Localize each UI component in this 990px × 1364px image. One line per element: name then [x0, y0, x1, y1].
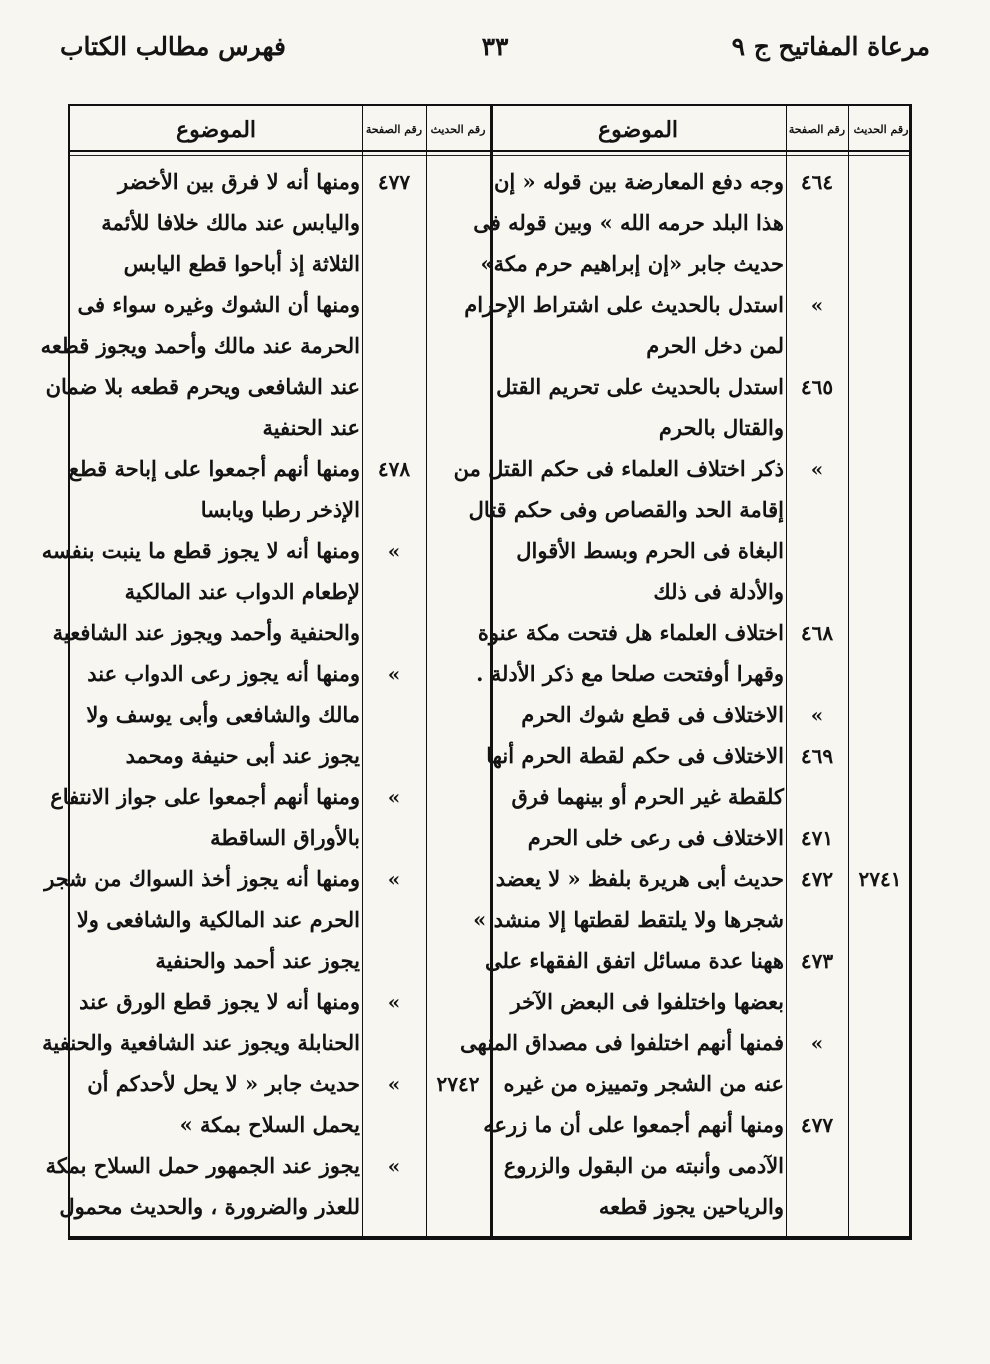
- topic-line: ومنها أنه لا يجوز قطع الورق عند: [79, 989, 360, 1014]
- left-topic-column: [40, 162, 360, 1222]
- page-ref: ٤٦٩: [800, 744, 834, 768]
- topic-line: استدل بالحديث على اشتراط الإحرام: [464, 292, 784, 317]
- topic-line: واليابس عند مالك خلافا للأئمة: [101, 210, 360, 235]
- page-ref: »: [387, 1072, 401, 1096]
- topic-line: الإذخر رطبا ويابسا: [200, 497, 360, 522]
- page-ref: ٤٧٢: [800, 867, 834, 891]
- topic-line: ومنها أنه يجوز أخذ السواك من شجر: [44, 866, 360, 891]
- topic-line: بالأوراق الساقطة: [210, 825, 360, 850]
- topic-line: ومنها أنهم أجمعوا على أن ما زرعه: [483, 1112, 784, 1137]
- topic-line: ومنها أنه يجوز رعى الدواب عند: [87, 661, 360, 686]
- topic-line: ومنها أنه لا فرق بين الأخضر: [118, 169, 360, 194]
- hadith-ref: ٢٧٤٢: [436, 1072, 480, 1096]
- topic-line: والقتال بالحرم: [658, 415, 784, 440]
- page-ref: »: [810, 703, 824, 727]
- header-hadith-right: رقم الحديث: [853, 123, 909, 136]
- page-ref: »: [387, 785, 401, 809]
- page-ref: ٤٧١: [800, 826, 834, 850]
- topic-line: هذا البلد حرمه الله » وبين قوله فى: [473, 210, 784, 235]
- section-title: فهرس مطالب الكتاب: [60, 32, 286, 61]
- topic-line: ومنها أنهم أجمعوا على إباحة قطع: [68, 456, 360, 481]
- topic-line: يجوز عند أحمد والحنفية: [155, 948, 360, 973]
- right-page-column: [786, 162, 848, 1222]
- topic-line: الاختلاف فى قطع شوك الحرم: [521, 702, 784, 727]
- topic-line: الحرم عند المالكية والشافعى ولا: [76, 907, 360, 932]
- page-ref: ٤٧٧: [377, 170, 411, 194]
- page-ref: »: [810, 457, 824, 481]
- topic-line: الاختلاف فى حكم لقطة الحرم أنها: [486, 743, 784, 768]
- topic-line: والرياحين يجوز قطعه: [598, 1194, 784, 1219]
- topic-line: يجوز عند أبى حنيفة ومحمد: [125, 743, 360, 768]
- topic-line: حديث أبى هريرة بلفظ « لا يعضد: [495, 866, 784, 891]
- topic-line: فمنها أنهم اختلفوا فى مصداق المنهى: [460, 1030, 784, 1055]
- page-ref: ٤٧٣: [800, 949, 834, 973]
- header-hadith-left: رقم الحديث: [430, 123, 486, 136]
- topic-line: حديث جابر «إن إبراهيم حرم مكة»: [480, 251, 784, 276]
- topic-line: لمن دخل الحرم: [646, 333, 784, 358]
- running-header: [60, 30, 930, 70]
- header-page-left: رقم الصفحة: [365, 123, 423, 136]
- topic-line: ومنها أنه لا يجوز قطع ما ينبت بنفسه: [41, 538, 360, 563]
- topic-line: حديث جابر « لا يحل لأحدكم أن: [87, 1071, 360, 1096]
- page-ref: »: [810, 1031, 824, 1055]
- page-ref: ٤٧٨: [377, 457, 411, 481]
- topic-line: للعذر والضرورة ، والحديث محمول: [59, 1194, 360, 1219]
- book-title: مرعاة المفاتيح ج ٩: [731, 32, 930, 61]
- page-number: ٣٣: [481, 32, 509, 61]
- topic-line: ومنها أن الشوك وغيره سواء فى: [77, 292, 360, 317]
- page-ref: ٤٦٤: [800, 170, 834, 194]
- index-table: [40, 104, 912, 1240]
- topic-line: عند الشافعى ويحرم قطعه بلا ضمان: [45, 374, 360, 399]
- topic-line: ومنها أنهم أجمعوا على جواز الانتفاع: [50, 784, 360, 809]
- topic-line: إقامة الحد والقصاص وفى حكم قتال: [468, 497, 784, 522]
- topic-line: ههنا عدة مسائل اتفق الفقهاء على: [485, 948, 784, 973]
- page-ref: »: [387, 662, 401, 686]
- topic-line: عند الحنفية: [262, 415, 360, 440]
- page-ref: »: [387, 1154, 401, 1178]
- topic-line: لإطعام الدواب عند المالكية: [124, 579, 360, 604]
- page-ref: »: [387, 867, 401, 891]
- topic-line: اختلاف العلماء هل فتحت مكة عنوة: [477, 620, 784, 645]
- right-hadith-column: [848, 162, 912, 1222]
- topic-line: وجه دفع المعارضة بين قوله « إن: [493, 169, 784, 194]
- left-hadith-column: [426, 162, 490, 1222]
- topic-line: ذكر اختلاف العلماء فى حكم القتل من: [453, 456, 784, 481]
- header-topic-left: الموضوع: [175, 117, 257, 143]
- header-page-right: رقم الصفحة: [788, 123, 846, 136]
- topic-line: الحرمة عند مالك وأحمد ويجوز قطعه: [40, 333, 360, 358]
- topic-line: يحمل السلاح بمكة »: [179, 1112, 360, 1137]
- topic-line: البغاة فى الحرم وبسط الأقوال: [516, 538, 784, 563]
- left-page-column: [362, 162, 426, 1222]
- topic-line: شجرها ولا يلتقط لقطتها إلا منشد »: [473, 907, 784, 932]
- topic-line: والحنفية وأحمد ويجوز عند الشافعية: [52, 620, 360, 645]
- topic-line: الحنابلة ويجوز عند الشافعية والحنفية: [42, 1030, 360, 1055]
- page-ref: ٤٧٧: [800, 1113, 834, 1137]
- topic-line: مالك والشافعى وأبى يوسف ولا: [86, 702, 360, 727]
- page-ref: ٤٦٨: [800, 621, 834, 645]
- topic-line: يجوز عند الجمهور حمل السلاح بمكة: [45, 1153, 360, 1178]
- page-ref: ٤٦٥: [800, 375, 834, 399]
- topic-line: كلقطة غير الحرم أو بينهما فرق: [511, 784, 784, 809]
- topic-line: والأدلة فى ذلك: [653, 579, 784, 604]
- page-ref: »: [387, 990, 401, 1014]
- topic-line: عنه من الشجر وتمييزه من غيره: [503, 1071, 784, 1096]
- topic-line: استدل بالحديث على تحريم القتل: [496, 374, 784, 399]
- topic-line: بعضها واختلفوا فى البعض الآخر: [510, 989, 784, 1014]
- topic-line: الثلاثة إذ أباحوا قطع اليابس: [123, 251, 360, 276]
- topic-line: الاختلاف فى رعى خلى الحرم: [527, 825, 784, 850]
- page-ref: »: [810, 293, 824, 317]
- topic-line: الآدمى وأنبته من البقول والزروع: [503, 1153, 784, 1178]
- topic-line: وقهرا أوفتحت صلحا مع ذكر الأدلة .: [476, 661, 784, 686]
- hadith-ref: ٢٧٤١: [858, 867, 902, 891]
- header-topic-right: الموضوع: [597, 117, 679, 143]
- page-ref: »: [387, 539, 401, 563]
